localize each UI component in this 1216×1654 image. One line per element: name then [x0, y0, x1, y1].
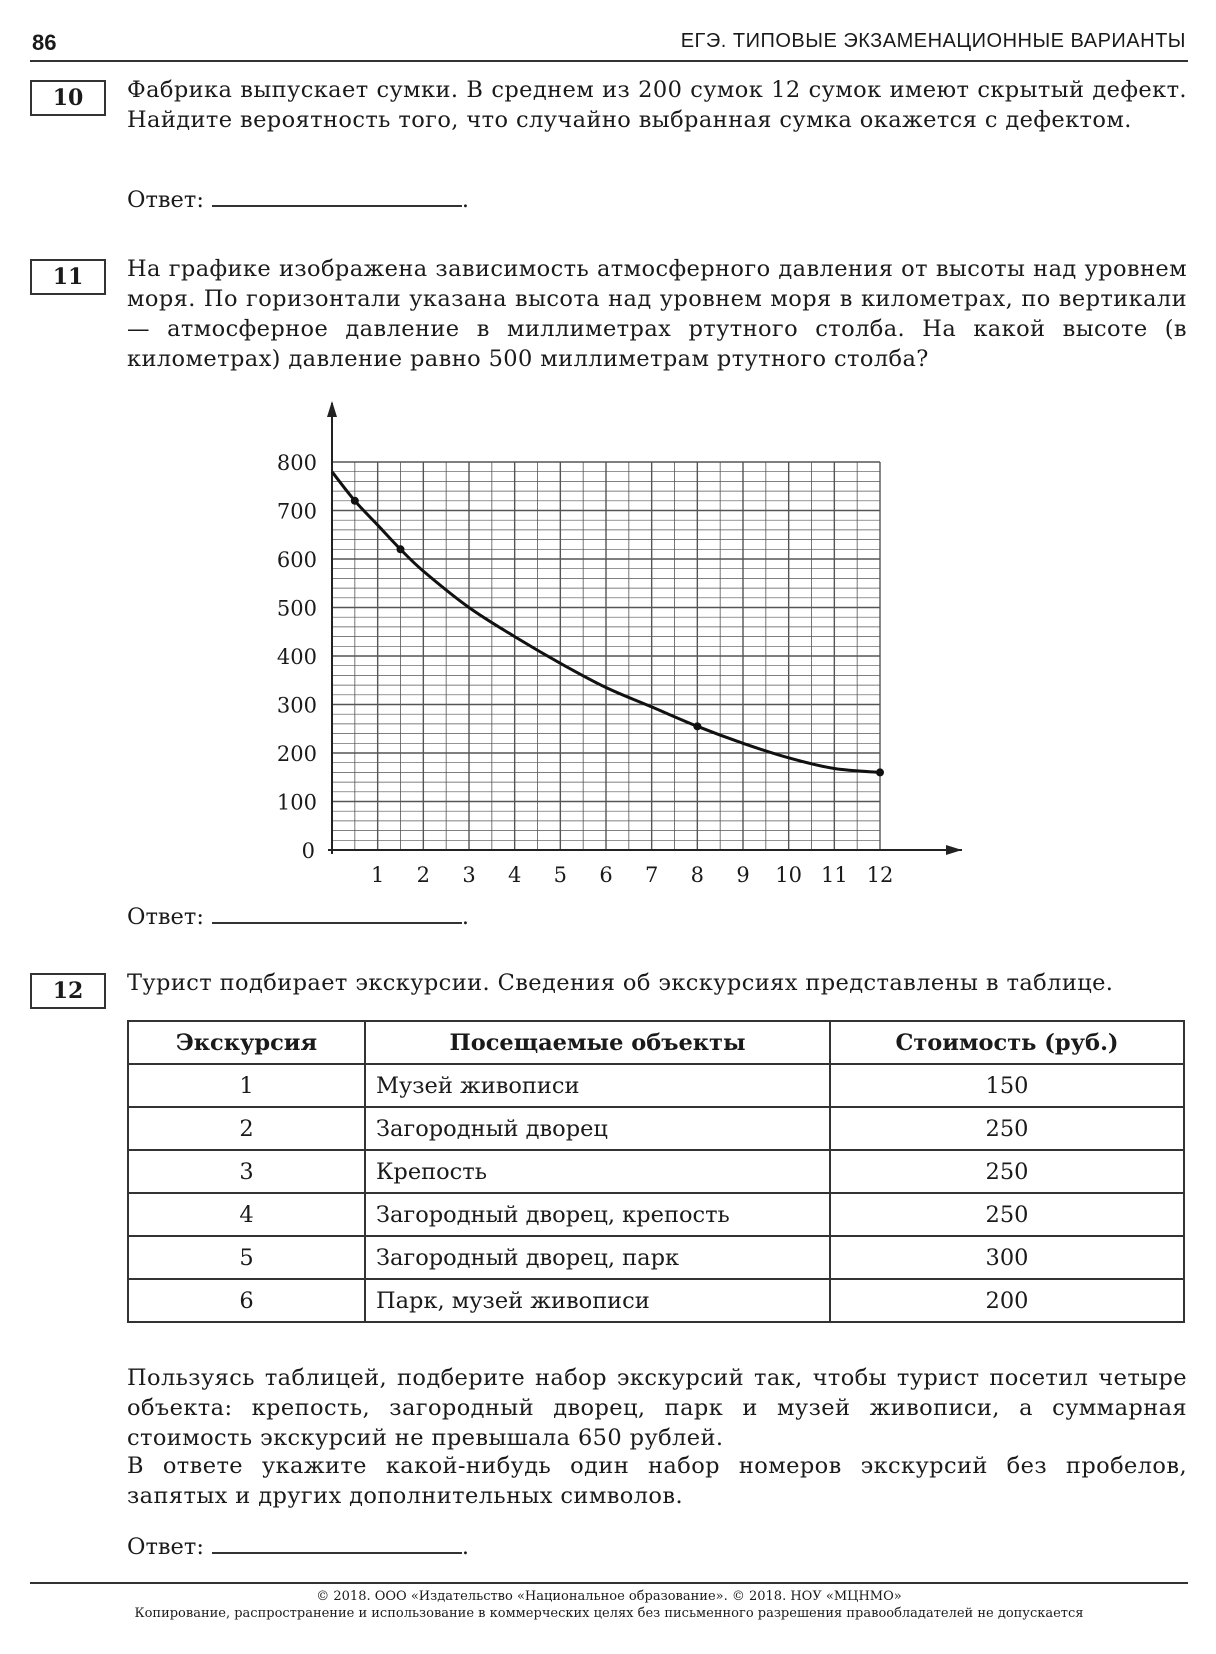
- cell-excursion: 4: [128, 1193, 365, 1236]
- table-header-row: [128, 1021, 1184, 1064]
- y-tick-label: 0: [301, 839, 315, 863]
- data-point: [351, 497, 359, 505]
- task-12-question: Пользуясь таблицей, подберите набор экскурсий так, чтобы турист посетил четыре объекта: крепость, загородный дворец, парк и музей живописи, а суммарная стоимость экскурсий не превышала 650 рублей.: [127, 1365, 1187, 1451]
- x-tick-label: 6: [599, 863, 613, 887]
- x-tick-label: 4: [507, 863, 522, 887]
- cell-excursion: 3: [128, 1150, 365, 1193]
- task-11-answer-field[interactable]: [212, 900, 462, 924]
- y-tick-label: 400: [276, 645, 317, 669]
- cell-cost: 250: [830, 1193, 1184, 1236]
- x-tick-label: 1: [370, 863, 385, 887]
- chart-y-tick-labels: [277, 451, 317, 863]
- x-tick-label: 12: [866, 863, 894, 887]
- chart-series: [332, 472, 884, 777]
- answer-label: Ответ:: [127, 187, 204, 213]
- task-11-text: На графике изображена зависимость атмосферного давления от высоты над уровнем моря. По горизонтали указана высота над уровнем моря в километрах, по вертикали — атмосферное давление в миллиметрах ртутного столба. На какой высоте (в километрах) давление равно 500 миллиметрам ртутного столба?: [127, 256, 1187, 372]
- table-row: [128, 1150, 1184, 1193]
- task-12-answer-field[interactable]: [212, 1530, 462, 1554]
- task-12-intro: Турист подбирает экскурсии. Сведения об экскурсиях представлены в таблице.: [127, 970, 1114, 996]
- task-12-answer: [127, 1530, 469, 1560]
- cell-excursion: 5: [128, 1236, 365, 1279]
- x-tick-label: 8: [690, 863, 705, 887]
- running-title: ЕГЭ. ТИПОВЫЕ ЭКЗАМЕНАЦИОННЫЕ ВАРИАНТЫ: [680, 30, 1186, 52]
- task-11-number: 11: [30, 259, 106, 295]
- data-point: [876, 768, 884, 776]
- footer-divider: [30, 1582, 1188, 1584]
- cell-excursion: 2: [128, 1107, 365, 1150]
- excursions-table: [127, 1020, 1185, 1323]
- y-tick-label: 700: [276, 499, 317, 524]
- cell-cost: 250: [830, 1150, 1184, 1193]
- cell-objects: Загородный дворец, крепость: [365, 1193, 830, 1236]
- y-tick-label: 800: [276, 451, 317, 475]
- table-row: [128, 1107, 1184, 1150]
- data-point: [693, 722, 701, 730]
- x-tick-label: 9: [736, 863, 750, 887]
- cell-cost: 250: [830, 1107, 1184, 1150]
- table-row: [128, 1236, 1184, 1279]
- answer-label: Ответ:: [127, 1534, 204, 1560]
- cell-objects: Музей живописи: [365, 1064, 830, 1107]
- cell-objects: Парк, музей живописи: [365, 1279, 830, 1322]
- data-point: [397, 545, 405, 553]
- cell-cost: 200: [830, 1279, 1184, 1322]
- answer-period: .: [461, 904, 470, 930]
- footer-notice: Копирование, распространение и использование в коммерческих целях без письменного разрешения правообладателей не допускается: [134, 1606, 1084, 1621]
- cell-objects: Крепость: [365, 1150, 830, 1193]
- x-tick-label: 11: [820, 863, 848, 887]
- task-11-answer: [127, 900, 469, 930]
- col-header-cost: Стоимость (руб.): [830, 1021, 1184, 1064]
- footer-copyright: © 2018. ООО «Издательство «Национальное образование». © 2018. НОУ «МЦНМО»: [316, 1589, 902, 1604]
- chart-axes: [327, 401, 962, 855]
- answer-period: .: [461, 187, 470, 213]
- x-axis-arrow: [946, 845, 962, 855]
- x-tick-label: 7: [644, 863, 659, 887]
- x-tick-label: 2: [416, 863, 431, 887]
- x-tick-label: 10: [775, 863, 803, 887]
- chart-x-tick-labels: [371, 863, 893, 887]
- y-axis-arrow: [327, 401, 337, 417]
- table-row: [128, 1193, 1184, 1236]
- task-12-instruction: В ответе укажите какой-нибудь один набор номеров экскурсий без пробелов, запятых и других дополнительных символов.: [127, 1453, 1187, 1509]
- col-header-objects: Посещаемые объекты: [365, 1021, 830, 1064]
- cell-objects: Загородный дворец: [365, 1107, 830, 1150]
- y-tick-label: 500: [276, 596, 317, 621]
- answer-period: .: [461, 1534, 470, 1560]
- cell-excursion: 6: [128, 1279, 365, 1322]
- answer-label: Ответ:: [127, 904, 204, 930]
- task-12-number: 12: [30, 973, 106, 1009]
- x-tick-label: 5: [553, 863, 568, 887]
- y-tick-label: 600: [276, 548, 317, 572]
- col-header-excursion: Экскурсия: [128, 1021, 365, 1064]
- y-tick-label: 300: [276, 693, 317, 718]
- x-tick-label: 3: [462, 863, 476, 887]
- y-tick-label: 200: [276, 742, 317, 766]
- table-row: [128, 1279, 1184, 1322]
- cell-excursion: 1: [128, 1064, 365, 1107]
- cell-cost: 150: [830, 1064, 1184, 1107]
- y-tick-label: 100: [276, 790, 317, 815]
- cell-cost: 300: [830, 1236, 1184, 1279]
- cell-objects: Загородный дворец, парк: [365, 1236, 830, 1279]
- task-10-text: Фабрика выпускает сумки. В среднем из 200 сумок 12 сумок имеют скрытый дефект. Найдите вероятность того, что случайно выбранная сумка окажется с дефектом.: [127, 77, 1187, 133]
- task-10-number: 10: [30, 80, 106, 116]
- page-number: 86: [32, 30, 57, 55]
- table-row: [128, 1064, 1184, 1107]
